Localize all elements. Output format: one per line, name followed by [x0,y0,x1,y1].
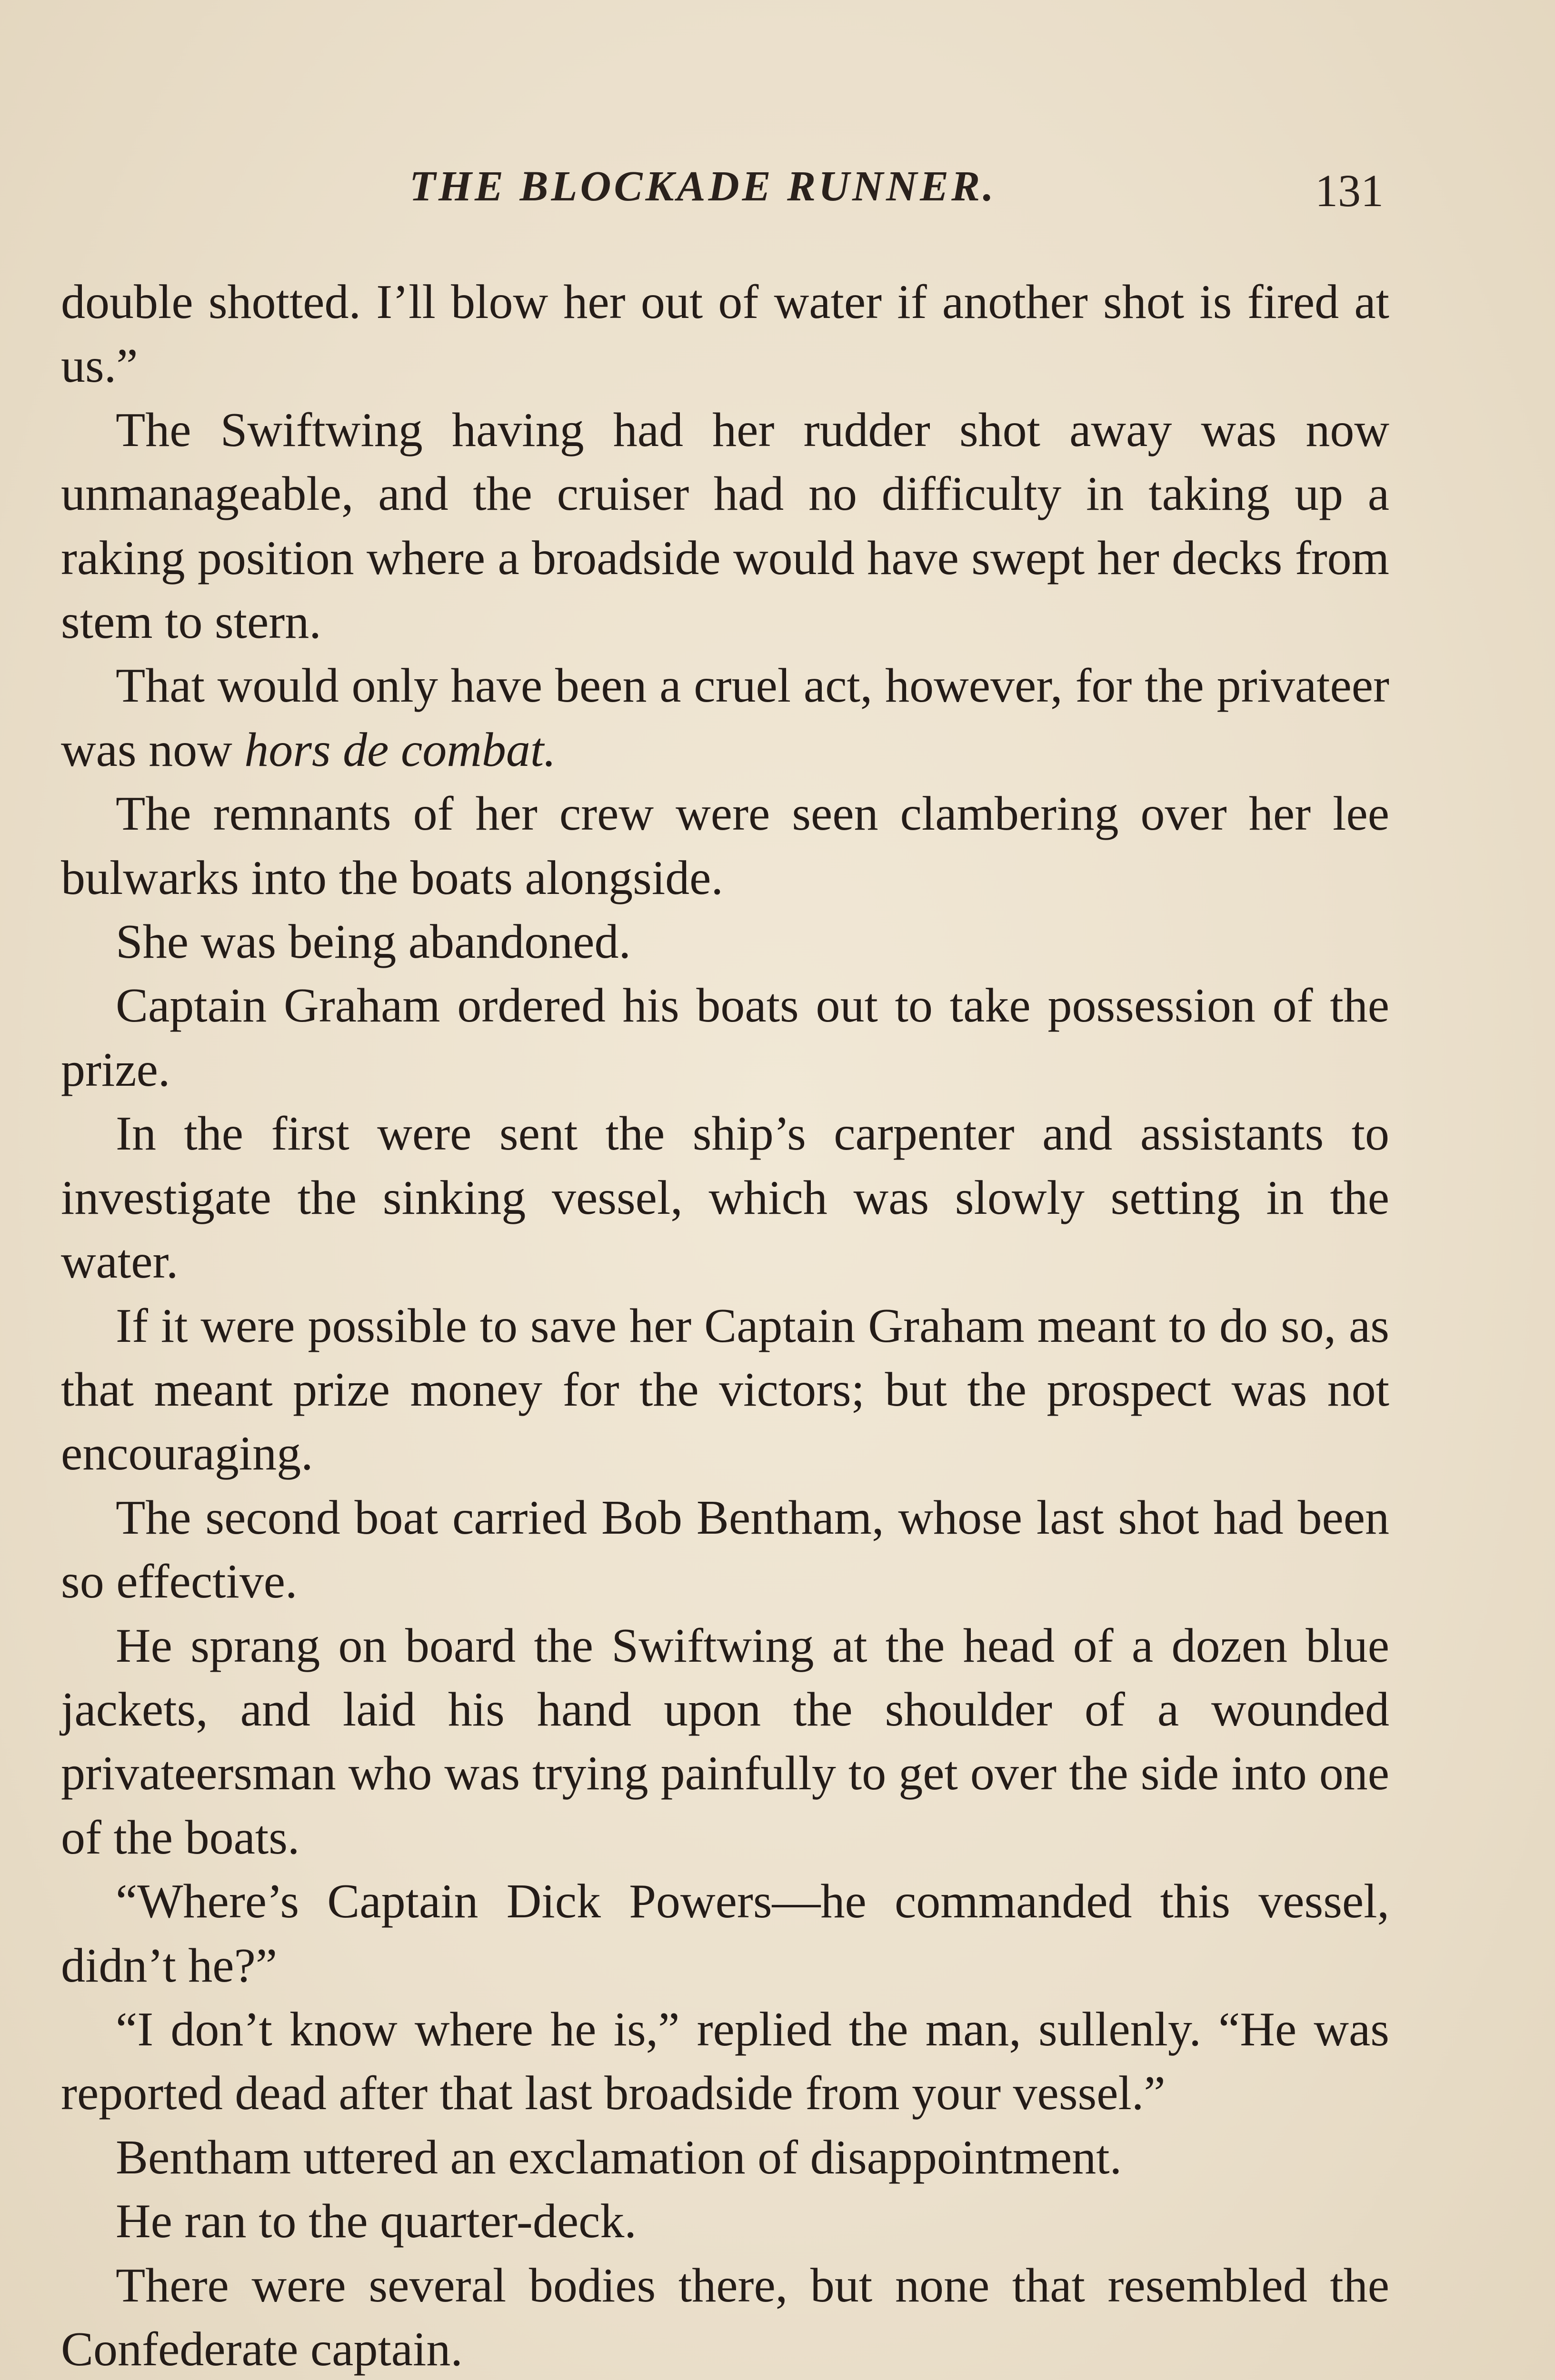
paragraph-2: The Swiftwing having had her rudder shot away was now unmanageable, and the cruiser had no difficulty in taking up a raking position where a broadside would have swept her decks from stem to stern. [61,403,1389,649]
paragraph-4: The remnants of her crew were seen clambering over her lee bulwarks into the boats alongside. [61,787,1389,905]
paragraph-1: double shotted. I’ll blow her out of water if another shot is fired at us.” [61,275,1389,393]
italic-phrase: hors de combat. [244,723,556,777]
page-number: 131 [1315,165,1384,216]
paragraph-3 [61,654,1389,782]
body-text [61,270,1389,2380]
paragraph-13: Bentham uttered an exclamation of disappointment. [116,2130,1122,2184]
running-head: THE BLOCKADE RUNNER. [409,163,997,210]
paragraph-9: The second boat carried Bob Bentham, whose last shot had been so effective. [61,1490,1389,1609]
paragraph-3-text: That would only have been a cruel act, however, for the privateer was now [61,659,1389,777]
paragraph-14: He ran to the quarter-deck. [116,2194,637,2249]
paragraph-15: There were several bodies there, but none that resembled the Confederate captain. [61,2258,1389,2376]
paragraph-12: “I don’t know where he is,” replied the man, sullenly. “He was reported dead after that last broadside from your vessel.” [61,2002,1389,2121]
paragraph-5: She was being abandoned. [116,915,631,969]
paragraph-6: Captain Graham ordered his boats out to take possession of the prize. [61,979,1389,1097]
paragraph-11: “Where’s Captain Dick Powers—he commanded this vessel, didn’t he?” [61,1874,1389,1993]
paragraph-7: In the first were sent the ship’s carpenter and assistants to investigate the sinking vessel, which was slowly setting in the water. [61,1107,1389,1289]
paragraph-10: He sprang on board the Swiftwing at the head of a dozen blue jackets, and laid his hand upon the shoulder of a wounded privateersman who was trying painfully to get over the side into one of the boats. [61,1618,1389,1864]
paragraph-8: If it were possible to save her Captain Graham meant to do so, as that meant prize money for the victors; but the prospect was not encouraging. [61,1299,1389,1481]
